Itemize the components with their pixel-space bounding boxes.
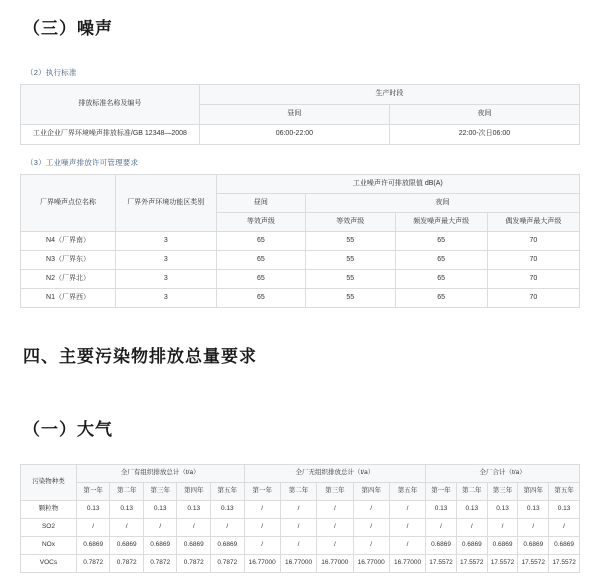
th-year: 第二年 (110, 483, 144, 501)
cell-organized: 0.7872 (143, 555, 177, 573)
th-night-occ-max: 偶发噪声最大声级 (487, 213, 579, 232)
cell-day-leq: 65 (216, 289, 305, 308)
cell-total: / (518, 519, 549, 537)
th-function-area: 厂界外声环境功能区类别 (116, 175, 217, 232)
label-exec-standard: （2）执行标准 (26, 68, 77, 77)
cell-name-code: 工业企业厂界环境噪声排放标准/GB 12348—2008 (21, 125, 200, 145)
cell-night-occ-max: 70 (487, 251, 579, 270)
th-point-name: 厂界噪声点位名称 (21, 175, 116, 232)
th-year: 第四年 (353, 483, 389, 501)
cell-unorganized: / (389, 537, 425, 555)
cell-night-freq-max: 65 (395, 251, 487, 270)
cell-organized: 0.13 (110, 501, 144, 519)
th-group-unorganized: 全厂无组织排放总计（t/a） (244, 465, 426, 483)
cell-night-leq: 55 (306, 270, 395, 289)
cell-organized: / (110, 519, 144, 537)
cell-total: 0.6869 (487, 537, 518, 555)
spacer (20, 367, 580, 401)
spacer (20, 440, 580, 458)
cell-unorganized: 16.77000 (280, 555, 316, 573)
air-emission-table (20, 464, 580, 573)
table-header-row (21, 465, 580, 483)
th-year: 第三年 (487, 483, 518, 501)
table-row (21, 125, 580, 145)
table-row (21, 555, 580, 573)
cell-function-area: 3 (116, 232, 217, 251)
cell-total: 17.5572 (549, 555, 580, 573)
cell-organized: 0.13 (211, 501, 245, 519)
cell-unorganized: / (317, 501, 353, 519)
document-page (0, 14, 600, 579)
th-day-leq: 等效声级 (216, 213, 305, 232)
cell-total: / (426, 519, 457, 537)
cell-total: 17.5572 (518, 555, 549, 573)
cell-night: 22:00-次日06:00 (389, 125, 579, 145)
cell-organized: 0.7872 (110, 555, 144, 573)
cell-unorganized: / (317, 519, 353, 537)
cell-total: 0.13 (426, 501, 457, 519)
cell-day-leq: 65 (216, 232, 305, 251)
th-year: 第一年 (76, 483, 110, 501)
cell-organized: 0.13 (177, 501, 211, 519)
th-year: 第二年 (280, 483, 316, 501)
cell-total: 0.6869 (426, 537, 457, 555)
cell-organized: 0.6869 (177, 537, 211, 555)
page-title-total-emission: 四、主要污染物排放总量要求 (23, 347, 257, 366)
cell-unorganized: / (280, 501, 316, 519)
spacer (20, 39, 580, 67)
table-row (21, 289, 580, 308)
table-row (21, 232, 580, 251)
table-row (21, 519, 580, 537)
cell-unorganized: / (389, 501, 425, 519)
cell-total: 17.5572 (426, 555, 457, 573)
cell-organized: 0.7872 (211, 555, 245, 573)
cell-point-name: N4（厂界南） (21, 232, 116, 251)
table-row (21, 537, 580, 555)
noise-standard-table (20, 84, 580, 145)
cell-unorganized: / (244, 537, 280, 555)
th-year: 第一年 (426, 483, 457, 501)
cell-night-freq-max: 65 (395, 232, 487, 251)
cell-unorganized: / (353, 519, 389, 537)
cell-total: 0.6869 (456, 537, 487, 555)
cell-day: 06:00-22:00 (199, 125, 389, 145)
cell-night-freq-max: 65 (395, 289, 487, 308)
cell-point-name: N3（厂界东） (21, 251, 116, 270)
cell-point-name: N2（厂界北） (21, 270, 116, 289)
cell-night-leq: 55 (306, 251, 395, 270)
th-day: 昼间 (199, 105, 389, 125)
cell-organized: 0.13 (143, 501, 177, 519)
th-day: 昼间 (216, 194, 305, 213)
cell-total: / (456, 519, 487, 537)
th-limit-group: 工业噪声许可排放限值 dB(A) (216, 175, 579, 194)
cell-organized: 0.7872 (76, 555, 110, 573)
cell-night-occ-max: 70 (487, 270, 579, 289)
cell-total: / (487, 519, 518, 537)
cell-function-area: 3 (116, 289, 217, 308)
cell-pollutant: SO2 (21, 519, 77, 537)
cell-night-leq: 55 (306, 232, 395, 251)
noise-limit-table-wrap (20, 174, 580, 308)
th-year: 第五年 (211, 483, 245, 501)
page-title-noise: （三）噪声 (23, 19, 113, 38)
cell-organized: / (211, 519, 245, 537)
cell-unorganized: 16.77000 (244, 555, 280, 573)
th-pollutant: 污染物种类 (21, 465, 77, 501)
cell-night-leq: 55 (306, 289, 395, 308)
cell-day-leq: 65 (216, 251, 305, 270)
cell-total: 0.13 (518, 501, 549, 519)
cell-function-area: 3 (116, 270, 217, 289)
cell-unorganized: / (353, 537, 389, 555)
cell-pollutant: 颗粒物 (21, 501, 77, 519)
cell-organized: / (76, 519, 110, 537)
cell-function-area: 3 (116, 251, 217, 270)
th-group-organized: 全厂有组织排放总计（t/a） (76, 465, 244, 483)
th-period-group: 生产时段 (199, 85, 579, 105)
cell-night-occ-max: 70 (487, 289, 579, 308)
th-night: 夜间 (389, 105, 579, 125)
cell-unorganized: / (244, 519, 280, 537)
th-group-total: 全厂合计（t/a） (426, 465, 580, 483)
page-title-air: （一）大气 (23, 420, 113, 439)
cell-total: 0.13 (487, 501, 518, 519)
th-year: 第四年 (177, 483, 211, 501)
th-year: 第五年 (389, 483, 425, 501)
th-night: 夜间 (306, 194, 580, 213)
th-year: 第四年 (518, 483, 549, 501)
spacer (20, 308, 580, 342)
table-row (21, 251, 580, 270)
cell-night-occ-max: 70 (487, 232, 579, 251)
cell-total: 17.5572 (456, 555, 487, 573)
cell-total: / (549, 519, 580, 537)
label-permit-requirement: （3）工业噪声排放许可管理要求 (26, 158, 139, 167)
cell-unorganized: / (317, 537, 353, 555)
cell-unorganized: / (244, 501, 280, 519)
cell-organized: 0.6869 (211, 537, 245, 555)
table-header-row (21, 483, 580, 501)
th-year: 第五年 (549, 483, 580, 501)
cell-unorganized: 16.77000 (353, 555, 389, 573)
cell-organized: 0.6869 (76, 537, 110, 555)
spacer (20, 145, 580, 157)
th-year: 第三年 (143, 483, 177, 501)
cell-unorganized: 16.77000 (317, 555, 353, 573)
cell-pollutant: VOCs (21, 555, 77, 573)
cell-organized: 0.6869 (143, 537, 177, 555)
cell-organized: 0.13 (76, 501, 110, 519)
cell-total: 0.6869 (549, 537, 580, 555)
cell-day-leq: 65 (216, 270, 305, 289)
cell-unorganized: / (280, 537, 316, 555)
cell-unorganized: / (353, 501, 389, 519)
th-night-leq: 等效声级 (306, 213, 395, 232)
cell-total: 0.13 (549, 501, 580, 519)
cell-organized: 0.6869 (110, 537, 144, 555)
noise-limit-table (20, 174, 580, 308)
cell-pollutant: NOx (21, 537, 77, 555)
noise-standard-table-wrap (20, 84, 580, 145)
cell-point-name: N1（厂界西） (21, 289, 116, 308)
table-row (21, 270, 580, 289)
cell-unorganized: / (389, 519, 425, 537)
cell-organized: / (177, 519, 211, 537)
th-year: 第一年 (244, 483, 280, 501)
cell-unorganized: 16.77000 (389, 555, 425, 573)
cell-unorganized: / (280, 519, 316, 537)
table-row (21, 501, 580, 519)
table-header-row (21, 85, 580, 105)
cell-night-freq-max: 65 (395, 270, 487, 289)
cell-total: 0.13 (456, 501, 487, 519)
cell-total: 0.6869 (518, 537, 549, 555)
cell-total: 17.5572 (487, 555, 518, 573)
cell-organized: / (143, 519, 177, 537)
th-name-code: 排放标准名称及编号 (21, 85, 200, 125)
air-table-wrap (20, 464, 580, 573)
table-header-row (21, 175, 580, 194)
cell-organized: 0.7872 (177, 555, 211, 573)
th-year: 第三年 (317, 483, 353, 501)
th-year: 第二年 (456, 483, 487, 501)
th-night-freq-max: 频发噪声最大声级 (395, 213, 487, 232)
